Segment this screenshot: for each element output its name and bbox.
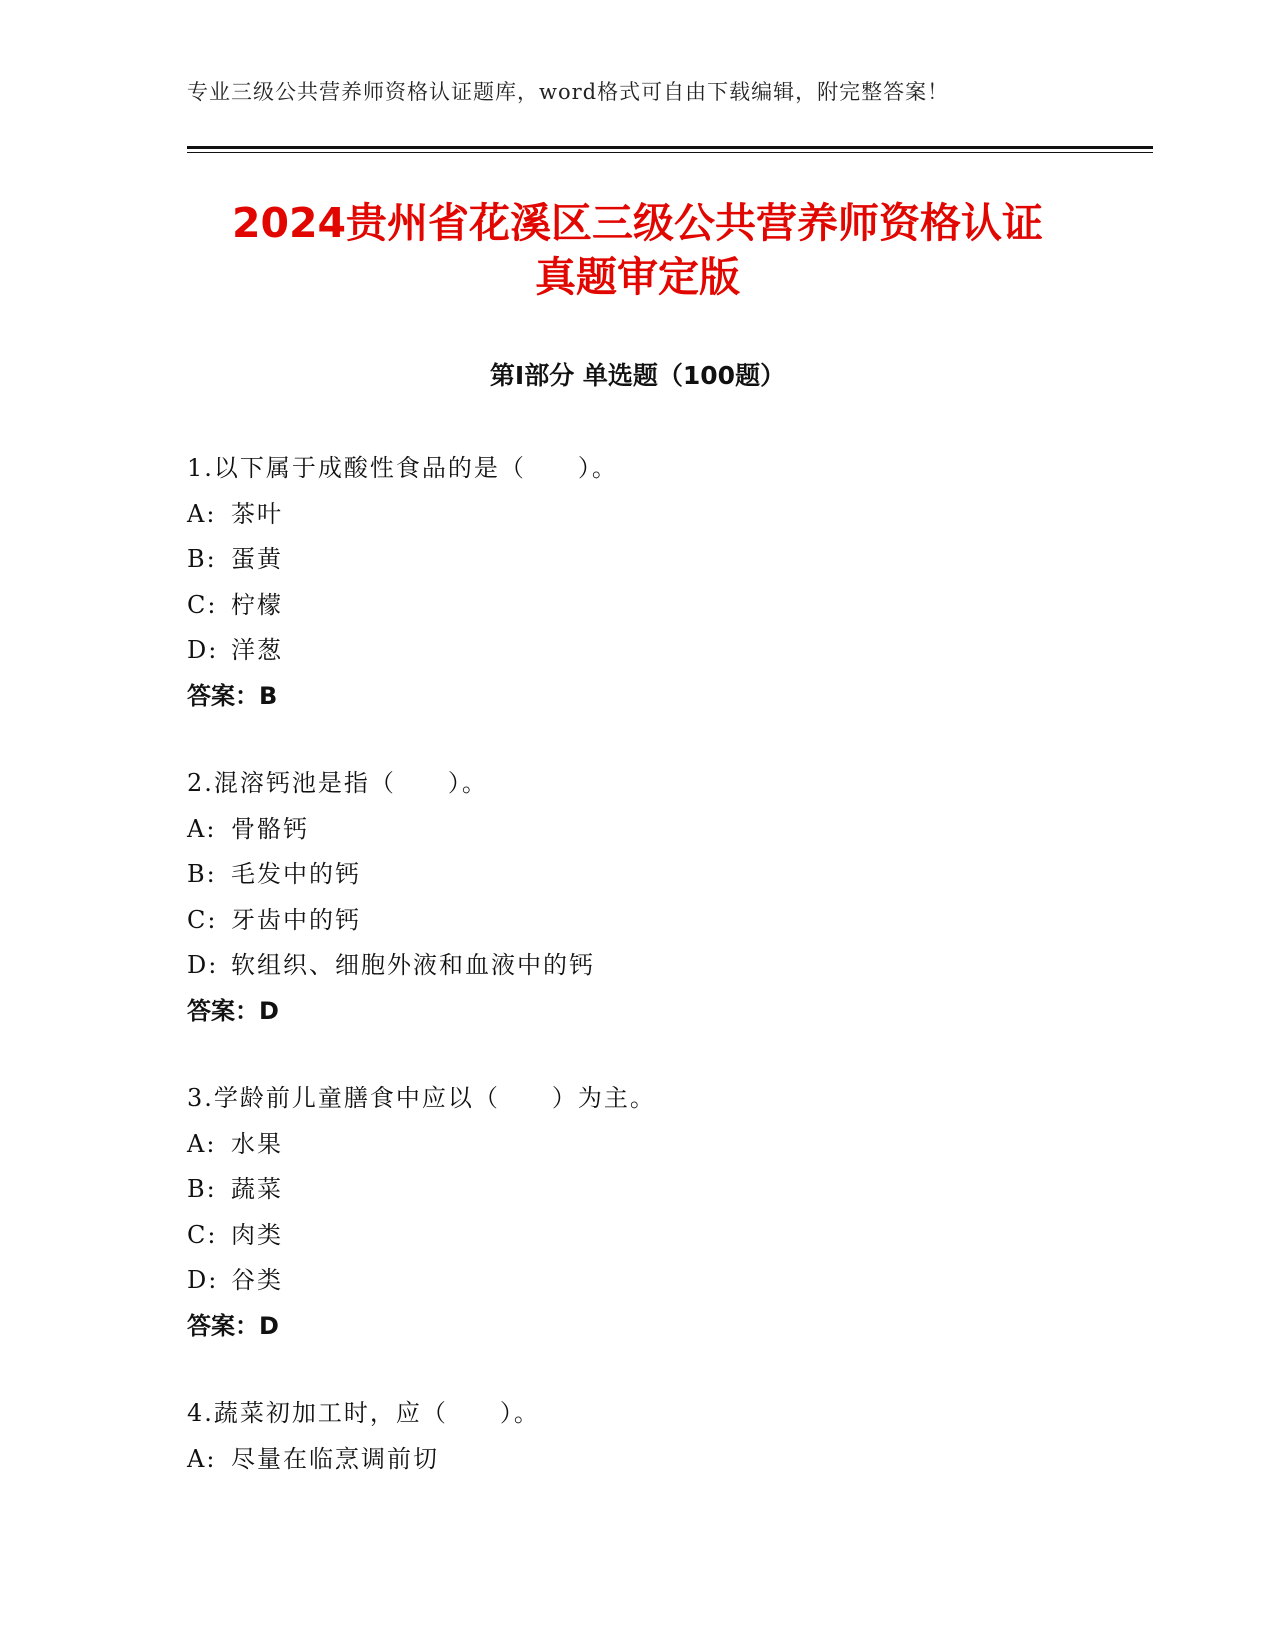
option-text: 牙齿中的钙: [231, 905, 361, 934]
option-letter: A:: [187, 1444, 217, 1473]
option-letter: B:: [187, 1175, 217, 1203]
option-text: 尽量在临烹调前切: [231, 1444, 439, 1473]
option-text: 蔬菜: [231, 1175, 283, 1203]
option-text: 柠檬: [231, 590, 283, 619]
section-heading: 第Ⅰ部分 单选题（100题）: [489, 361, 786, 390]
option-letter: A:: [187, 499, 217, 528]
option-text: 水果: [231, 1129, 283, 1158]
question-stem: 4.蔬菜初加工时，应（ ）。: [187, 1399, 540, 1427]
option-text: 骨骼钙: [231, 814, 309, 843]
option-letter: B:: [187, 545, 217, 573]
option-text: 蛋黄: [231, 545, 283, 573]
option-letter: C:: [187, 1220, 218, 1249]
document-title: [100, 196, 1175, 304]
option-d: [187, 1258, 1147, 1304]
option-b: [187, 1167, 1147, 1213]
question-2: [187, 761, 1147, 1034]
option-letter: B:: [187, 860, 217, 888]
option-a: [187, 807, 1147, 853]
answer-line: 答案：D: [187, 996, 279, 1025]
title-line-1: 2024贵州省花溪区三级公共营养师资格认证: [231, 199, 1044, 247]
title-line-2: 真题审定版: [535, 253, 740, 301]
option-text: 谷类: [231, 1266, 283, 1294]
option-text: 毛发中的钙: [231, 860, 361, 888]
option-letter: C:: [187, 590, 218, 619]
question-4: [187, 1391, 1147, 1482]
option-letter: C:: [187, 905, 218, 934]
header-note: 专业三级公共营养师资格认证题库，word格式可自由下载编辑，附完整答案！: [187, 80, 950, 104]
option-c: [187, 583, 1147, 629]
question-list: [187, 446, 1147, 1524]
option-letter: D:: [187, 636, 219, 664]
option-text: 洋葱: [231, 636, 283, 664]
question-3: [187, 1076, 1147, 1349]
option-a: [187, 492, 1147, 538]
option-d: [187, 943, 1147, 989]
option-d: [187, 628, 1147, 674]
option-text: 肉类: [231, 1220, 283, 1249]
option-text: 软组织、细胞外液和血液中的钙: [231, 951, 595, 979]
option-letter: D:: [187, 1266, 219, 1294]
header-rule-thin: [187, 152, 1153, 153]
answer-line: 答案：D: [187, 1311, 279, 1340]
option-text: 茶叶: [231, 499, 283, 528]
option-b: [187, 852, 1147, 898]
option-b: [187, 537, 1147, 583]
option-letter: A:: [187, 1129, 217, 1158]
question-stem: 2.混溶钙池是指（ ）。: [187, 769, 488, 797]
option-a: [187, 1122, 1147, 1168]
option-c: [187, 898, 1147, 944]
header-rule-thick: [187, 146, 1153, 149]
option-letter: D:: [187, 951, 219, 979]
question-1: [187, 446, 1147, 719]
option-letter: A:: [187, 814, 217, 843]
option-c: [187, 1213, 1147, 1259]
question-stem: 3.学龄前儿童膳食中应以（ ）为主。: [187, 1084, 656, 1112]
option-a: [187, 1437, 1147, 1483]
answer-line: 答案：B: [187, 681, 278, 710]
question-stem: 1.以下属于成酸性食品的是（ ）。: [187, 454, 618, 482]
